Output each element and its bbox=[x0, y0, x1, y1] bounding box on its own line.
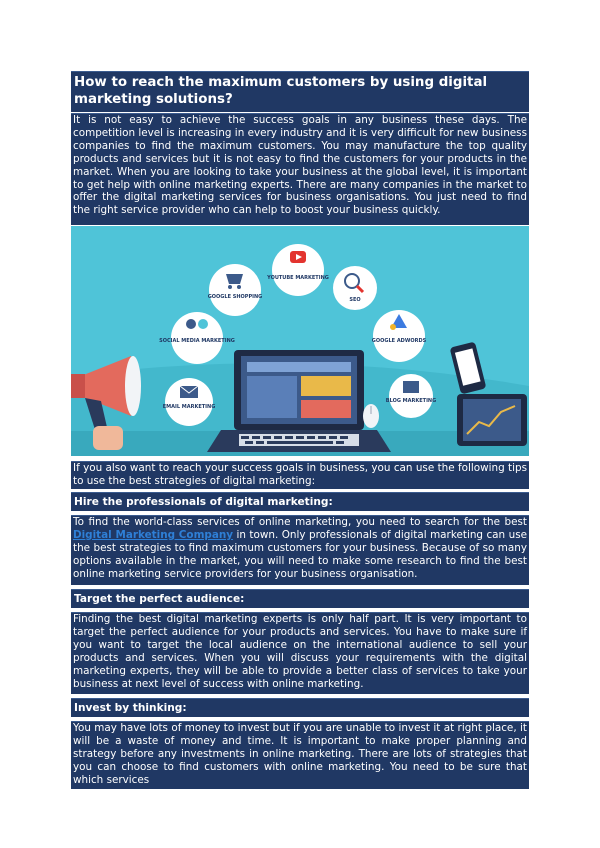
badge-blog-label: BLOG MARKETING bbox=[385, 398, 437, 404]
lead-text: If you also want to reach your success goals in business, you can use the following tips to use the best strategies of digital marketing: bbox=[73, 462, 527, 487]
intro-text: It is not easy to achieve the success goals in any business these days. The competition level is increasing in every industry and it is very difficult for new business companies to find the maximum customers. You may manufacture the top quality products and services but it is not easy to find the customers for your products in the market. When you are looking to take your business at the global level, it is important to get help with online marketing experts. There are many companies in the market to offer the digital marketing services for business organisations. You just need to find the right service provider who can help to boost your business quickly. bbox=[73, 114, 527, 217]
section-body-target bbox=[71, 612, 529, 694]
badge-google-adwords-label: GOOGLE ADWORDS bbox=[371, 338, 427, 344]
page-title bbox=[71, 71, 529, 112]
intro-paragraph bbox=[71, 113, 529, 225]
section-heading-invest bbox=[71, 698, 529, 717]
section-body-hire-before: To find the world-class services of online marketing, you need to search for the best bbox=[73, 516, 527, 528]
section-body-hire bbox=[71, 515, 529, 585]
section-body-invest bbox=[71, 721, 529, 789]
badge-seo bbox=[333, 266, 377, 310]
badge-youtube-label: YOUTUBE MARKETING bbox=[267, 275, 329, 281]
lead-paragraph bbox=[71, 461, 529, 489]
digital-marketing-company-link[interactable]: Digital Marketing Company bbox=[73, 528, 234, 541]
shopping-cart-icon bbox=[226, 274, 243, 284]
section-heading-invest-text: Invest by thinking: bbox=[74, 702, 187, 714]
illustration-svg bbox=[71, 226, 529, 456]
tablet-chart-icon bbox=[457, 394, 527, 446]
section-heading-target bbox=[71, 589, 529, 608]
laptop-icon bbox=[207, 350, 391, 452]
mouse-icon bbox=[363, 404, 379, 428]
badge-seo-label: SEO bbox=[349, 297, 361, 303]
page-title-text: How to reach the maximum customers by using digital marketing solutions? bbox=[74, 75, 488, 107]
section-heading-hire-text: Hire the professionals of digital marketing: bbox=[74, 496, 333, 508]
section-body-invest-text: You may have lots of money to invest but if you are unable to invest it at right place, it will be a waste of money and time. It is important to make proper planning and strategy before any investments in online marketing. There are lots of strategies that you can choose to find customers with online marketing. You need to be sure that which services bbox=[73, 722, 527, 786]
section-heading-target-text: Target the perfect audience: bbox=[74, 593, 245, 605]
section-heading-hire bbox=[71, 492, 529, 511]
share-icon bbox=[186, 319, 196, 329]
section-body-target-text: Finding the best digital marketing experts is only half part. It is very important to target the perfect audience for your products and services. You have to make sure if you want to target the local audience on the international audience to sell your products and services. When you will discuss your requirements with the digital marketing experts, they will be able to provide a better class of services to take your business at next level of success with online marketing. bbox=[73, 613, 527, 690]
digital-marketing-illustration bbox=[71, 226, 529, 456]
badge-google-shopping-label: GOOGLE SHOPPING bbox=[207, 294, 263, 300]
blog-icon bbox=[403, 381, 419, 393]
section-body-hire-after: in town. Only professionals of digital marketing can use the best strategies to find maximum customers for your business. Because of so many options available in the market, you will need to make some research to find the best online marketing service providers for your business organisation. bbox=[73, 528, 527, 580]
badge-email-label: EMAIL MARKETING bbox=[162, 404, 216, 410]
badge-social-media-label: SOCIAL MEDIA MARKETING bbox=[159, 338, 235, 344]
